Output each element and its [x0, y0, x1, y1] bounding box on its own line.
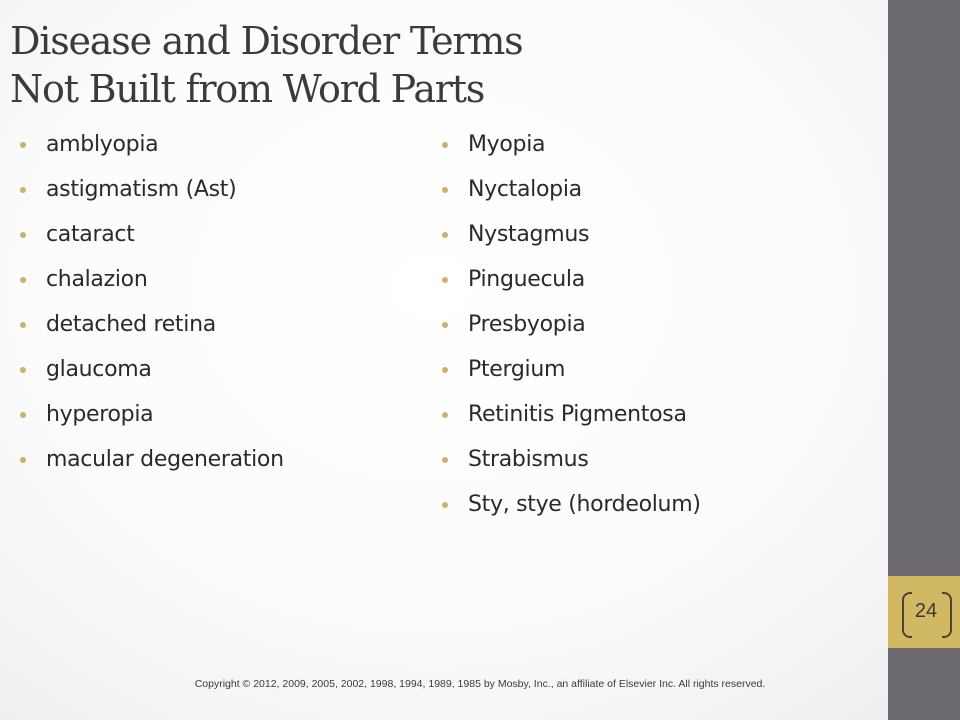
bullet-icon [20, 367, 26, 373]
list-item [440, 353, 701, 398]
list-item [18, 308, 284, 353]
bullet-icon [442, 367, 448, 373]
list-item [18, 173, 284, 218]
term-text: detached retina [46, 312, 216, 337]
term-text: glaucoma [46, 357, 152, 382]
list-item [440, 443, 701, 488]
left-term-list [18, 128, 284, 488]
list-item [440, 218, 701, 263]
term-text: Presbyopia [468, 312, 586, 337]
bullet-icon [20, 277, 26, 283]
term-text: Nystagmus [468, 222, 590, 247]
bullet-icon [20, 232, 26, 238]
list-item [18, 443, 284, 488]
bullet-icon [442, 502, 448, 508]
bullet-icon [442, 232, 448, 238]
term-text: Retinitis Pigmentosa [468, 402, 687, 427]
bullet-icon [20, 457, 26, 463]
bullet-icon [442, 412, 448, 418]
list-item [18, 128, 284, 173]
list-item [18, 353, 284, 398]
page-number: 24 [914, 600, 938, 622]
term-text: macular degeneration [46, 447, 284, 472]
term-text: Sty, stye (hordeolum) [468, 492, 701, 517]
term-text: Myopia [468, 132, 546, 157]
list-item [440, 128, 701, 173]
bullet-icon [20, 142, 26, 148]
term-text: amblyopia [46, 132, 159, 157]
list-item [18, 398, 284, 443]
list-item [440, 488, 701, 533]
list-item [440, 173, 701, 218]
bullet-icon [442, 187, 448, 193]
term-text: Pinguecula [468, 267, 585, 292]
list-item [440, 263, 701, 308]
right-term-list [440, 128, 701, 533]
bullet-icon [442, 457, 448, 463]
list-item [18, 218, 284, 263]
title-line-1: Disease and Disorder Terms [10, 19, 523, 63]
bullet-icon [20, 412, 26, 418]
slide-title [10, 17, 870, 113]
bullet-icon [20, 322, 26, 328]
copyright-notice: Copyright © 2012, 2009, 2005, 2002, 1998, 1994, 1989, 1985 by Mosby, Inc., an affiliate of Elsevier Inc. All rights reserved. [194, 678, 766, 690]
bullet-icon [442, 142, 448, 148]
list-item [440, 398, 701, 443]
term-text: chalazion [46, 267, 148, 292]
term-text: Nyctalopia [468, 177, 582, 202]
bullet-icon [442, 277, 448, 283]
title-line-2: Not Built from Word Parts [10, 67, 485, 111]
list-item [18, 263, 284, 308]
term-text: astigmatism (Ast) [46, 177, 237, 202]
term-text: Strabismus [468, 447, 589, 472]
list-item [440, 308, 701, 353]
bullet-icon [442, 322, 448, 328]
term-text: hyperopia [46, 402, 154, 427]
term-text: cataract [46, 222, 135, 247]
term-text: Ptergium [468, 357, 566, 382]
bullet-icon [20, 187, 26, 193]
